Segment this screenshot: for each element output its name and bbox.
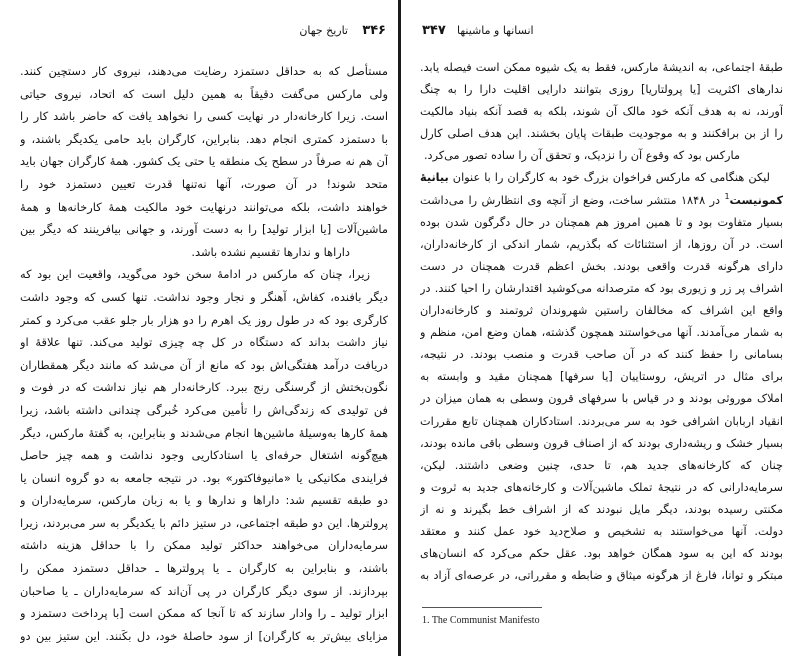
running-title: تاریخ جهان (299, 24, 348, 37)
text-line: آورند، نه به هدف آنکه خود مالک آن شوند، بلکه به قصد آنکه بنیاد مالکیت (420, 105, 783, 119)
text-line: ندارهای اکثریت [یا پرولتاریا] روزی بتوانند دارایی اقلیت دارا را به چنگ (420, 83, 783, 97)
text-line: بسیار متفاوت بود و تا همین امروز هم همچنان در حال دگرگون شدن بوده (420, 215, 783, 229)
footnote: 1. The Communist Manifesto (422, 615, 540, 626)
text-line: ابزار تولید ـ را وادار سازند که تا آنجا که ممکن است [با پرداخت دستمزد و (20, 606, 388, 621)
text-line: به شمار می‌آمدند. آنها می‌خواستند همچون گذشته، همان وضع امن، منظم و (420, 326, 783, 340)
text-line: مزایای بیش‌تر به کارگران] از سود حاصلهٔ خود، دل بکَنند. این ستیز بین دو (20, 628, 388, 643)
text-line: سرمایه‌داران می‌خواهند حداکثر تولید ممکن را با حداقل هزینه داشته (20, 538, 388, 553)
text-line: دولت. آنها می‌خواستند به تشخیص و صلاح‌دید خود عمل کنند و معتقد (420, 524, 783, 538)
body-text (20, 60, 388, 647)
text-line: دو طبقه تقسیم شد: داراها و ندارها و یا به زبان مارکس، سرمایه‌داران و (20, 493, 388, 508)
text-line: انقیاد اربابان اشرافی خود به سر می‌بردند. استادکاران همچنان تابع مقررات (420, 414, 783, 428)
text-line: متحد شوند! در آن صورت، آنها نه‌تنها قدرت تعیین دستمزد خود را (20, 176, 388, 191)
text-line: پرولترها. این دو طبقه اجتماعی، در ستیز دائم با یکدیگر به سر می‌بردند، زیرا (20, 515, 388, 530)
left-page (0, 0, 398, 656)
text-line: اشراف پر زر و زیوری بود که مترصدانه می‌کوشید اقتدارشان را احیا کنند. در (420, 281, 783, 295)
text-line: مبتکر و توانا، فارغ از هرگونه میثاق و ضابطه و مقرراتی، در عرصه‌ای آزاد به (420, 569, 783, 583)
paragraph (20, 263, 388, 647)
text-line: برای مثال در اتریش، روستاییان [یا سرفها] همچنان مقید و وابسته به (420, 370, 783, 384)
text-line: نگون‌بختش از گرسنگی رنج ببرد. کارخانه‌دار هم نیاز نداشت که در فوت و (20, 380, 388, 395)
text-line: فرایندی مکانیکی یا «مانیوفاکتور» بود. در نتیجه جامعه به دو گروه انسان یا (20, 470, 388, 485)
text-line: دیگر بافنده، کفاش، آهنگر و نجار وجود نداشت. تنها کسی که وجود داشت (20, 289, 388, 304)
text-line: ولی مارکس می‌گفت دقیقاً به همین دلیل است که اتحاد، نیروی حیاتی (20, 86, 388, 101)
text-line: است. زیرا کارخانه‌دار در نهایت کسی را نخواهد یافت که حاضر باشد کار را (20, 109, 388, 124)
text-line: بپردازند. از سوی دیگر کارگران در پی آن‌اند که سرمایه‌داران ـ یا صاحبان (20, 583, 388, 598)
text-line: املاک موروثی بودند و در قیاس با سرفهای قرون وسطی به همان میزان در (420, 392, 783, 406)
text-line: بودند که این به سود همگان خواهد بود. عقل حکم می‌کرد که انسان‌های (420, 547, 783, 561)
paragraph (420, 167, 783, 587)
text-line: زیرا، چنان که مارکس در ادامهٔ سخن خود می‌گوید، واقعیت این بود که (20, 267, 370, 282)
body-text (420, 57, 783, 587)
text-line: سرمایه‌دارانی که در نتیجهٔ تملک ماشین‌آلات و کارخانه‌های جدید به ثروت و (420, 480, 783, 494)
text-line: دریافت درآمد هفتگی‌اش بود که مانع از آن می‌شد که مانند دیگر همقطاران (20, 357, 388, 372)
text-line: مستأصل که به حداقل دستمزد رضایت می‌دهند، نیروی کار دستچین کنند. (20, 64, 388, 78)
right-page (401, 0, 800, 656)
text-line: آن هم نه صرفاً در سطح یک منطقه یا حتی یک کشور. همهٔ کارگران جهان باید (20, 154, 388, 169)
emphasis-text: بیانیهٔ (420, 171, 449, 185)
text-line (420, 190, 783, 212)
text-line: کارگری بود که در طول روز یک اهرم را دو هزار بار جلو عقب می‌کرد و کمتر (20, 312, 388, 327)
text-line (420, 167, 783, 189)
footnote-ref[interactable]: 1 (724, 191, 730, 201)
text-line: خواهند داشت، بلکه می‌توانند درنهایت خود مالکیت همهٔ کارخانه‌ها و همهٔ (20, 199, 388, 214)
text-line: چنان که کارخانه‌های جدید هم، تا حدی، چنین وضعی داشتند. لیکن، (420, 458, 783, 472)
text-line: طبقهٔ اجتماعی، به اندیشهٔ مارکس، فقط به یک شیوه ممکن است فیصله یابد. (420, 61, 783, 74)
emphasis-text: کمونیست (729, 193, 783, 207)
running-title: انسانها و ماشینها (457, 24, 534, 37)
text-line: فن تولیدی که زندگی‌اش را تأمین می‌کرد خُبرگی چندانی داشته باشد، زیرا (20, 402, 388, 417)
paragraph (20, 60, 388, 263)
text-line: بسیار خشک و ریشه‌داری بودند که از اصناف قرون وسطی باقی مانده بودند، (420, 436, 783, 450)
text-line: باشند، و بنابراین به کارگران ـ یا پرولترها ـ حداقل دستمزد ممکن را (20, 561, 388, 576)
text-line: همهٔ کارها به‌وسیلهٔ ماشین‌ها انجام می‌شدند و بنابراین، به گفتهٔ مارکس، دیگر (20, 425, 388, 440)
footnote-rule (422, 607, 542, 608)
text-line: مکنتی رسیده بودند، دیگر مایل نبودند که از اشراف خط بگیرند و نه از (420, 502, 783, 516)
text-line: دارای هرگونه قدرت واقعی بودند. بخش اعظم قدرت همچنان در دست (420, 259, 783, 273)
paragraph (420, 57, 783, 167)
text-line: نیاز داشت بداند که دستگاه در کل چه چیزی تولید می‌کند. تنها علاقهٔ او (20, 335, 388, 350)
page-number: ۳۴۷ (422, 23, 446, 38)
text-line: داراها و ندارها تقسیم نشده باشد. (191, 244, 350, 259)
page-number: ۳۴۶ (362, 23, 386, 38)
text-line: ماشین‌آلات [یا ابزار تولید] را به دست آورند، و جهانی بیافرینند که دیگر بین (20, 222, 388, 237)
text-segment: در ۱۸۴۸ منتشر ساخت، وضع از آنچه وی انتظارش را می‌داشت (420, 193, 721, 207)
text-segment: لیکن هنگامی که مارکس فراخوان بزرگ خود به کارگران را با عنوان (452, 171, 770, 185)
text-line: است. در آن روزها، از استثنائات که بگذریم، شمار اندکی از کارخانه‌داران، (420, 237, 783, 251)
text-line: بسامانی را حفظ کنند که در آن صاحب قدرت و منصب بودند. در نتیجه، (420, 348, 783, 362)
text-line: واقع این اشراف که مخالفان راستین شهروندان ثروتمند و کارخانه‌داران (420, 304, 783, 318)
text-line: هیچ‌گونه اشتغال حرفه‌ای یا استادکاریی وجود نداشت و همه چیز حاصل (20, 448, 388, 463)
text-line: با دستمزد کمتری انجام دهد. بنابراین، کارگران باید حامی یکدیگر باشند، و (20, 131, 388, 146)
text-line: مارکس بود که وقوع آن را نزدیک، و تحقق آن را ساده تصور می‌کرد. (423, 149, 740, 163)
text-line: را از بن برافکنند و به موجودیت طبقات پایان بخشند. این هدف اصلی کارل (420, 127, 783, 141)
